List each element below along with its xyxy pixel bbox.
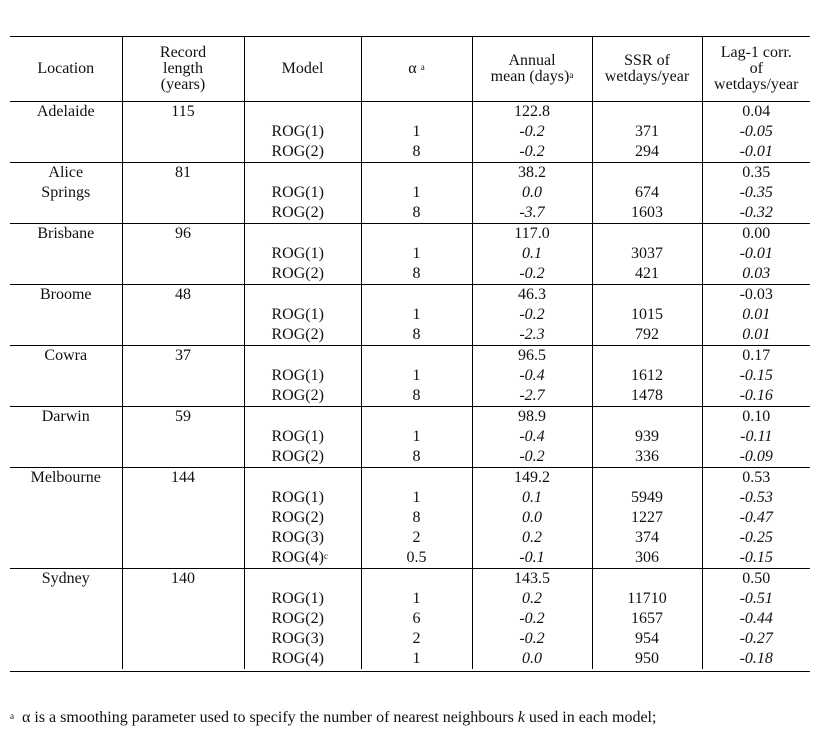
- header-alpha: [361, 37, 472, 102]
- model-cell: [244, 528, 361, 548]
- ssr-cell: 1227: [592, 508, 702, 528]
- alpha-cell: 8: [361, 325, 472, 346]
- model-name: ROG(2): [271, 265, 324, 282]
- annual-mean-cell: -0.2: [472, 142, 592, 163]
- ssr-cell: [592, 224, 702, 245]
- annual-mean-cell: 149.2: [472, 468, 592, 489]
- alpha-cell: 1: [361, 427, 472, 447]
- alpha-cell: [361, 102, 472, 123]
- location-cell: [10, 102, 122, 163]
- model-name: ROG(2): [271, 509, 324, 526]
- lag-corr-cell: -0.11: [702, 427, 810, 447]
- footnote: [10, 708, 810, 728]
- location-cell: [10, 346, 122, 407]
- location-summary-row: [10, 407, 810, 428]
- lag-corr-cell: 0.17: [702, 346, 810, 367]
- location-name: Adelaide: [36, 103, 95, 120]
- model-name: ROG(2): [271, 326, 324, 343]
- annual-mean-cell: 0.0: [472, 508, 592, 528]
- alpha-cell: [361, 569, 472, 590]
- model-cell: [244, 203, 361, 224]
- annual-mean-cell: -0.1: [472, 548, 592, 569]
- header-lag-line2: of: [749, 60, 763, 77]
- annual-mean-cell: -0.2: [472, 609, 592, 629]
- location-summary-row: [10, 346, 810, 367]
- record-length-cell: 96: [122, 224, 244, 285]
- footnote-segment: used in each model;: [524, 709, 657, 726]
- lag-corr-cell: -0.18: [702, 649, 810, 669]
- lag-corr-cell: 0.03: [702, 264, 810, 285]
- header-location: Location: [10, 37, 122, 102]
- annual-mean-cell: 122.8: [472, 102, 592, 123]
- alpha-cell: 8: [361, 142, 472, 163]
- ssr-cell: 792: [592, 325, 702, 346]
- ssr-cell: 371: [592, 122, 702, 142]
- lag-corr-cell: -0.15: [702, 548, 810, 569]
- model-name: ROG(1): [271, 367, 324, 384]
- model-cell: [244, 224, 361, 245]
- ssr-cell: 950: [592, 649, 702, 669]
- record-length-cell: 59: [122, 407, 244, 468]
- annual-mean-cell: 0.0: [472, 649, 592, 669]
- footnote-segment: α is a smoothing parameter used to specify the number of nearest neighbours: [22, 709, 518, 726]
- model-name: ROG(2): [271, 204, 324, 221]
- alpha-cell: 1: [361, 589, 472, 609]
- model-cell: [244, 122, 361, 142]
- lag-corr-cell: -0.32: [702, 203, 810, 224]
- annual-mean-cell: 0.2: [472, 528, 592, 548]
- header-record-length: [122, 37, 244, 102]
- annual-mean-cell: -0.2: [472, 629, 592, 649]
- alpha-cell: 8: [361, 264, 472, 285]
- model-name: ROG(1): [271, 489, 324, 506]
- location-name: Springs: [41, 184, 91, 201]
- model-cell: [244, 264, 361, 285]
- annual-mean-cell: -2.7: [472, 386, 592, 407]
- alpha-cell: 8: [361, 447, 472, 468]
- header-mean-footnote-marker: a: [569, 70, 574, 80]
- annual-mean-cell: -2.3: [472, 325, 592, 346]
- alpha-cell: [361, 163, 472, 184]
- header-lag-corr: [702, 37, 810, 102]
- alpha-cell: 1: [361, 122, 472, 142]
- location-summary-row: [10, 224, 810, 245]
- header-ssr-line2: wetdays/year: [604, 68, 690, 85]
- model-cell: [244, 589, 361, 609]
- lag-corr-cell: -0.15: [702, 366, 810, 386]
- alpha-cell: 0.5: [361, 548, 472, 569]
- location-cell: [10, 407, 122, 468]
- ssr-cell: 954: [592, 629, 702, 649]
- ssr-cell: 1015: [592, 305, 702, 325]
- ssr-cell: [592, 407, 702, 428]
- header-model: Model: [244, 37, 361, 102]
- alpha-cell: [361, 224, 472, 245]
- ssr-cell: 939: [592, 427, 702, 447]
- model-cell: [244, 548, 361, 569]
- ssr-cell: 421: [592, 264, 702, 285]
- model-cell: [244, 244, 361, 264]
- annual-mean-cell: 0.2: [472, 589, 592, 609]
- location-name: Broome: [39, 286, 92, 303]
- annual-mean-cell: 38.2: [472, 163, 592, 184]
- model-cell: [244, 508, 361, 528]
- location-cell: [10, 224, 122, 285]
- results-table-container: [10, 36, 810, 672]
- model-cell: [244, 569, 361, 590]
- lag-corr-cell: 0.53: [702, 468, 810, 489]
- lag-corr-cell: 0.35: [702, 163, 810, 184]
- record-length-cell: 115: [122, 102, 244, 163]
- lag-corr-cell: -0.05: [702, 122, 810, 142]
- location-cell: [10, 163, 122, 224]
- model-footnote-marker: c: [323, 551, 328, 561]
- ssr-cell: 1657: [592, 609, 702, 629]
- annual-mean-cell: 143.5: [472, 569, 592, 590]
- location-name: Sydney: [41, 570, 90, 587]
- model-cell: [244, 285, 361, 306]
- location-cell: [10, 569, 122, 670]
- model-cell: [244, 649, 361, 669]
- alpha-cell: 1: [361, 244, 472, 264]
- annual-mean-cell: 46.3: [472, 285, 592, 306]
- model-name: ROG(3): [271, 529, 324, 546]
- lag-corr-cell: -0.44: [702, 609, 810, 629]
- alpha-cell: [361, 285, 472, 306]
- location-name: Brisbane: [37, 225, 95, 242]
- location-summary-row: [10, 468, 810, 489]
- record-length-cell: 81: [122, 163, 244, 224]
- annual-mean-cell: 96.5: [472, 346, 592, 367]
- model-name: ROG(2): [271, 448, 324, 465]
- header-alpha-symbol: α: [408, 60, 417, 77]
- record-length-cell: 140: [122, 569, 244, 670]
- lag-corr-cell: 0.10: [702, 407, 810, 428]
- footnote-marker: a: [10, 711, 14, 721]
- annual-mean-cell: 0.0: [472, 183, 592, 203]
- header-alpha-footnote-marker: a: [420, 62, 425, 72]
- model-name: ROG(1): [271, 123, 324, 140]
- header-ssr: [592, 37, 702, 102]
- header-lag-line1: Lag-1 corr.: [720, 44, 792, 61]
- model-cell: [244, 386, 361, 407]
- location-summary-row: [10, 102, 810, 123]
- model-name: ROG(3): [271, 630, 324, 647]
- results-table: [10, 37, 810, 669]
- lag-corr-cell: 0.04: [702, 102, 810, 123]
- table-body: [10, 102, 810, 670]
- ssr-cell: [592, 163, 702, 184]
- location-summary-row: [10, 569, 810, 590]
- model-name: ROG(2): [271, 143, 324, 160]
- ssr-cell: 5949: [592, 488, 702, 508]
- annual-mean-cell: -0.2: [472, 305, 592, 325]
- model-cell: [244, 366, 361, 386]
- model-cell: [244, 407, 361, 428]
- location-summary-row: [10, 163, 810, 184]
- annual-mean-cell: 0.1: [472, 244, 592, 264]
- header-lag-line3: wetdays/year: [714, 76, 799, 93]
- lag-corr-cell: -0.16: [702, 386, 810, 407]
- lag-corr-cell: 0.01: [702, 325, 810, 346]
- alpha-cell: 6: [361, 609, 472, 629]
- header-record-line2: length: [163, 60, 203, 77]
- annual-mean-cell: -0.2: [472, 122, 592, 142]
- ssr-cell: [592, 468, 702, 489]
- lag-corr-cell: -0.47: [702, 508, 810, 528]
- model-name: ROG(1): [271, 184, 324, 201]
- record-length-cell: 37: [122, 346, 244, 407]
- ssr-cell: 11710: [592, 589, 702, 609]
- ssr-cell: 1478: [592, 386, 702, 407]
- annual-mean-cell: -3.7: [472, 203, 592, 224]
- annual-mean-cell: 98.9: [472, 407, 592, 428]
- model-cell: [244, 183, 361, 203]
- table-bottom-rule: [10, 671, 810, 672]
- model-name: ROG(1): [271, 428, 324, 445]
- ssr-cell: 674: [592, 183, 702, 203]
- lag-corr-cell: -0.01: [702, 244, 810, 264]
- model-cell: [244, 102, 361, 123]
- model-name: ROG(2): [271, 387, 324, 404]
- model-cell: [244, 609, 361, 629]
- location-name: Alice: [48, 164, 84, 181]
- alpha-cell: 8: [361, 386, 472, 407]
- lag-corr-cell: 0.50: [702, 569, 810, 590]
- alpha-cell: 2: [361, 629, 472, 649]
- lag-corr-cell: 0.01: [702, 305, 810, 325]
- model-name: ROG(4): [271, 650, 324, 667]
- location-cell: [10, 285, 122, 346]
- location-cell: [10, 468, 122, 569]
- lag-corr-cell: -0.25: [702, 528, 810, 548]
- ssr-cell: 1612: [592, 366, 702, 386]
- record-length-cell: 48: [122, 285, 244, 346]
- annual-mean-cell: -0.4: [472, 366, 592, 386]
- footnote-text: [22, 709, 656, 726]
- model-name: ROG(4): [271, 549, 324, 566]
- annual-mean-cell: -0.2: [472, 264, 592, 285]
- alpha-cell: 1: [361, 305, 472, 325]
- header-mean-line1: Annual: [508, 52, 556, 69]
- model-name: ROG(1): [271, 306, 324, 323]
- alpha-cell: 1: [361, 649, 472, 669]
- model-cell: [244, 305, 361, 325]
- lag-corr-cell: -0.27: [702, 629, 810, 649]
- alpha-cell: 1: [361, 183, 472, 203]
- alpha-cell: [361, 468, 472, 489]
- header-row: [10, 37, 810, 102]
- location-name: Cowra: [44, 347, 88, 364]
- model-cell: [244, 427, 361, 447]
- ssr-cell: [592, 102, 702, 123]
- ssr-cell: 1603: [592, 203, 702, 224]
- alpha-cell: [361, 346, 472, 367]
- record-length-cell: 144: [122, 468, 244, 569]
- model-cell: [244, 468, 361, 489]
- location-name: Darwin: [41, 408, 90, 425]
- ssr-cell: [592, 569, 702, 590]
- model-name: ROG(1): [271, 590, 324, 607]
- lag-corr-cell: 0.00: [702, 224, 810, 245]
- model-cell: [244, 488, 361, 508]
- location-name: Melbourne: [30, 469, 101, 486]
- lag-corr-cell: -0.35: [702, 183, 810, 203]
- ssr-cell: [592, 285, 702, 306]
- header-mean-line2: mean (days): [490, 68, 570, 85]
- lag-corr-cell: -0.01: [702, 142, 810, 163]
- ssr-cell: 3037: [592, 244, 702, 264]
- ssr-cell: 374: [592, 528, 702, 548]
- ssr-cell: 336: [592, 447, 702, 468]
- model-cell: [244, 346, 361, 367]
- header-record-line1: Record: [159, 44, 207, 61]
- model-cell: [244, 629, 361, 649]
- annual-mean-cell: -0.2: [472, 447, 592, 468]
- footnote-variable: k: [517, 709, 525, 726]
- header-ssr-line1: SSR of: [624, 52, 670, 69]
- model-cell: [244, 447, 361, 468]
- annual-mean-cell: 0.1: [472, 488, 592, 508]
- annual-mean-cell: 117.0: [472, 224, 592, 245]
- alpha-cell: 1: [361, 488, 472, 508]
- header-record-line3: (years): [160, 76, 206, 93]
- model-name: ROG(1): [271, 245, 324, 262]
- alpha-cell: 8: [361, 203, 472, 224]
- lag-corr-cell: -0.51: [702, 589, 810, 609]
- lag-corr-cell: -0.03: [702, 285, 810, 306]
- lag-corr-cell: -0.09: [702, 447, 810, 468]
- model-cell: [244, 142, 361, 163]
- ssr-cell: 306: [592, 548, 702, 569]
- ssr-cell: [592, 346, 702, 367]
- alpha-cell: [361, 407, 472, 428]
- model-name: ROG(2): [271, 610, 324, 627]
- header-annual-mean: [472, 37, 592, 102]
- annual-mean-cell: -0.4: [472, 427, 592, 447]
- ssr-cell: 294: [592, 142, 702, 163]
- model-cell: [244, 325, 361, 346]
- alpha-cell: 1: [361, 366, 472, 386]
- model-cell: [244, 163, 361, 184]
- location-summary-row: [10, 285, 810, 306]
- lag-corr-cell: -0.53: [702, 488, 810, 508]
- alpha-cell: 2: [361, 528, 472, 548]
- alpha-cell: 8: [361, 508, 472, 528]
